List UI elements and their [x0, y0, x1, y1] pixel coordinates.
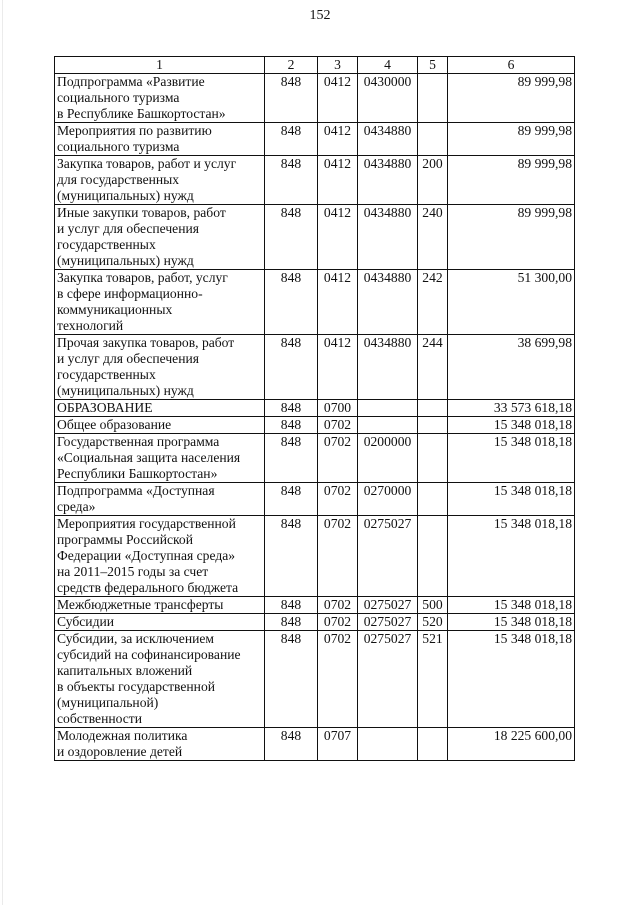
- row-admin-code: 848: [265, 417, 318, 434]
- row-section-code: 0702: [318, 516, 358, 597]
- row-section-code: 0702: [318, 597, 358, 614]
- row-target-code: 0275027: [358, 631, 418, 728]
- row-admin-code: 848: [265, 123, 318, 156]
- row-amount: 15 348 018,18: [448, 417, 575, 434]
- row-admin-code: 848: [265, 74, 318, 123]
- col-header-5: 5: [418, 57, 448, 74]
- row-admin-code: 848: [265, 270, 318, 335]
- row-admin-code: 848: [265, 631, 318, 728]
- row-expense-type: 244: [418, 335, 448, 400]
- row-name: Иные закупки товаров, работ и услуг для обеспечения государственных (муниципальных) нужд: [55, 205, 265, 270]
- row-admin-code: 848: [265, 400, 318, 417]
- row-amount: 51 300,00: [448, 270, 575, 335]
- row-admin-code: 848: [265, 205, 318, 270]
- table-row: [55, 434, 575, 483]
- table-body: [55, 74, 575, 761]
- table-row: [55, 205, 575, 270]
- row-expense-type: [418, 483, 448, 516]
- row-name: Закупка товаров, работ и услуг для государственных (муниципальных) нужд: [55, 156, 265, 205]
- row-section-code: 0700: [318, 400, 358, 417]
- row-amount: 89 999,98: [448, 123, 575, 156]
- row-admin-code: 848: [265, 483, 318, 516]
- row-name: ОБРАЗОВАНИЕ: [55, 400, 265, 417]
- row-name: Межбюджетные трансферты: [55, 597, 265, 614]
- row-target-code: [358, 417, 418, 434]
- row-target-code: 0434880: [358, 335, 418, 400]
- row-amount: 89 999,98: [448, 74, 575, 123]
- row-admin-code: 848: [265, 335, 318, 400]
- table-row: [55, 417, 575, 434]
- row-amount: 18 225 600,00: [448, 728, 575, 761]
- row-section-code: 0412: [318, 205, 358, 270]
- col-header-3: 3: [318, 57, 358, 74]
- row-amount: 89 999,98: [448, 156, 575, 205]
- row-section-code: 0412: [318, 156, 358, 205]
- row-section-code: 0412: [318, 270, 358, 335]
- row-target-code: 0434880: [358, 270, 418, 335]
- row-admin-code: 848: [265, 614, 318, 631]
- row-name: Подпрограмма «Развитие социального туризма в Республике Башкортостан»: [55, 74, 265, 123]
- row-expense-type: 200: [418, 156, 448, 205]
- row-admin-code: 848: [265, 728, 318, 761]
- row-amount: 89 999,98: [448, 205, 575, 270]
- row-name: Мероприятия государственной программы Российской Федерации «Доступная среда» на 2011–2015 годы за счет средств федерального бюджета: [55, 516, 265, 597]
- table-row: [55, 614, 575, 631]
- table-row: [55, 728, 575, 761]
- col-header-1: 1: [55, 57, 265, 74]
- row-admin-code: 848: [265, 434, 318, 483]
- row-amount: 15 348 018,18: [448, 631, 575, 728]
- row-name: Молодежная политика и оздоровление детей: [55, 728, 265, 761]
- row-section-code: 0412: [318, 74, 358, 123]
- row-amount: 15 348 018,18: [448, 614, 575, 631]
- table-row: [55, 335, 575, 400]
- table-row: [55, 483, 575, 516]
- row-amount: 15 348 018,18: [448, 483, 575, 516]
- row-section-code: 0412: [318, 123, 358, 156]
- col-header-6: 6: [448, 57, 575, 74]
- table-row: [55, 74, 575, 123]
- row-expense-type: 521: [418, 631, 448, 728]
- row-target-code: [358, 400, 418, 417]
- row-expense-type: [418, 123, 448, 156]
- row-amount: 15 348 018,18: [448, 434, 575, 483]
- row-target-code: 0275027: [358, 516, 418, 597]
- row-name: Прочая закупка товаров, работ и услуг для обеспечения государственных (муниципальных) нужд: [55, 335, 265, 400]
- row-amount: 33 573 618,18: [448, 400, 575, 417]
- row-name: Мероприятия по развитию социального туризма: [55, 123, 265, 156]
- row-target-code: 0275027: [358, 614, 418, 631]
- row-admin-code: 848: [265, 597, 318, 614]
- budget-table: [54, 56, 575, 761]
- row-name: Субсидии, за исключением субсидий на софинансирование капитальных вложений в объекты государственной (муниципальной) собственности: [55, 631, 265, 728]
- table-row: [55, 156, 575, 205]
- table-row: [55, 270, 575, 335]
- row-expense-type: [418, 728, 448, 761]
- row-name: Общее образование: [55, 417, 265, 434]
- row-section-code: 0702: [318, 434, 358, 483]
- row-admin-code: 848: [265, 516, 318, 597]
- row-expense-type: 242: [418, 270, 448, 335]
- row-amount: 15 348 018,18: [448, 516, 575, 597]
- row-target-code: 0430000: [358, 74, 418, 123]
- table-row: [55, 516, 575, 597]
- row-target-code: 0270000: [358, 483, 418, 516]
- col-header-4: 4: [358, 57, 418, 74]
- row-expense-type: [418, 74, 448, 123]
- row-section-code: 0702: [318, 631, 358, 728]
- row-target-code: 0434880: [358, 123, 418, 156]
- row-expense-type: [418, 516, 448, 597]
- table-header-row: [55, 57, 575, 74]
- row-section-code: 0702: [318, 483, 358, 516]
- row-expense-type: 240: [418, 205, 448, 270]
- row-admin-code: 848: [265, 156, 318, 205]
- col-header-2: 2: [265, 57, 318, 74]
- row-section-code: 0412: [318, 335, 358, 400]
- row-amount: 15 348 018,18: [448, 597, 575, 614]
- row-target-code: 0275027: [358, 597, 418, 614]
- table-row: [55, 123, 575, 156]
- table-row: [55, 631, 575, 728]
- row-name: Субсидии: [55, 614, 265, 631]
- table-row: [55, 400, 575, 417]
- row-expense-type: 500: [418, 597, 448, 614]
- row-expense-type: [418, 417, 448, 434]
- row-expense-type: [418, 434, 448, 483]
- row-target-code: [358, 728, 418, 761]
- row-target-code: 0434880: [358, 156, 418, 205]
- table-row: [55, 597, 575, 614]
- scan-edge: [2, 0, 3, 905]
- row-section-code: 0702: [318, 417, 358, 434]
- row-name: Закупка товаров, работ, услуг в сфере информационно- коммуникационных технологий: [55, 270, 265, 335]
- row-expense-type: 520: [418, 614, 448, 631]
- row-amount: 38 699,98: [448, 335, 575, 400]
- page-number: 152: [309, 8, 331, 23]
- row-name: Государственная программа «Социальная защита населения Республики Башкортостан»: [55, 434, 265, 483]
- row-expense-type: [418, 400, 448, 417]
- row-name: Подпрограмма «Доступная среда»: [55, 483, 265, 516]
- row-target-code: 0200000: [358, 434, 418, 483]
- row-target-code: 0434880: [358, 205, 418, 270]
- row-section-code: 0702: [318, 614, 358, 631]
- row-section-code: 0707: [318, 728, 358, 761]
